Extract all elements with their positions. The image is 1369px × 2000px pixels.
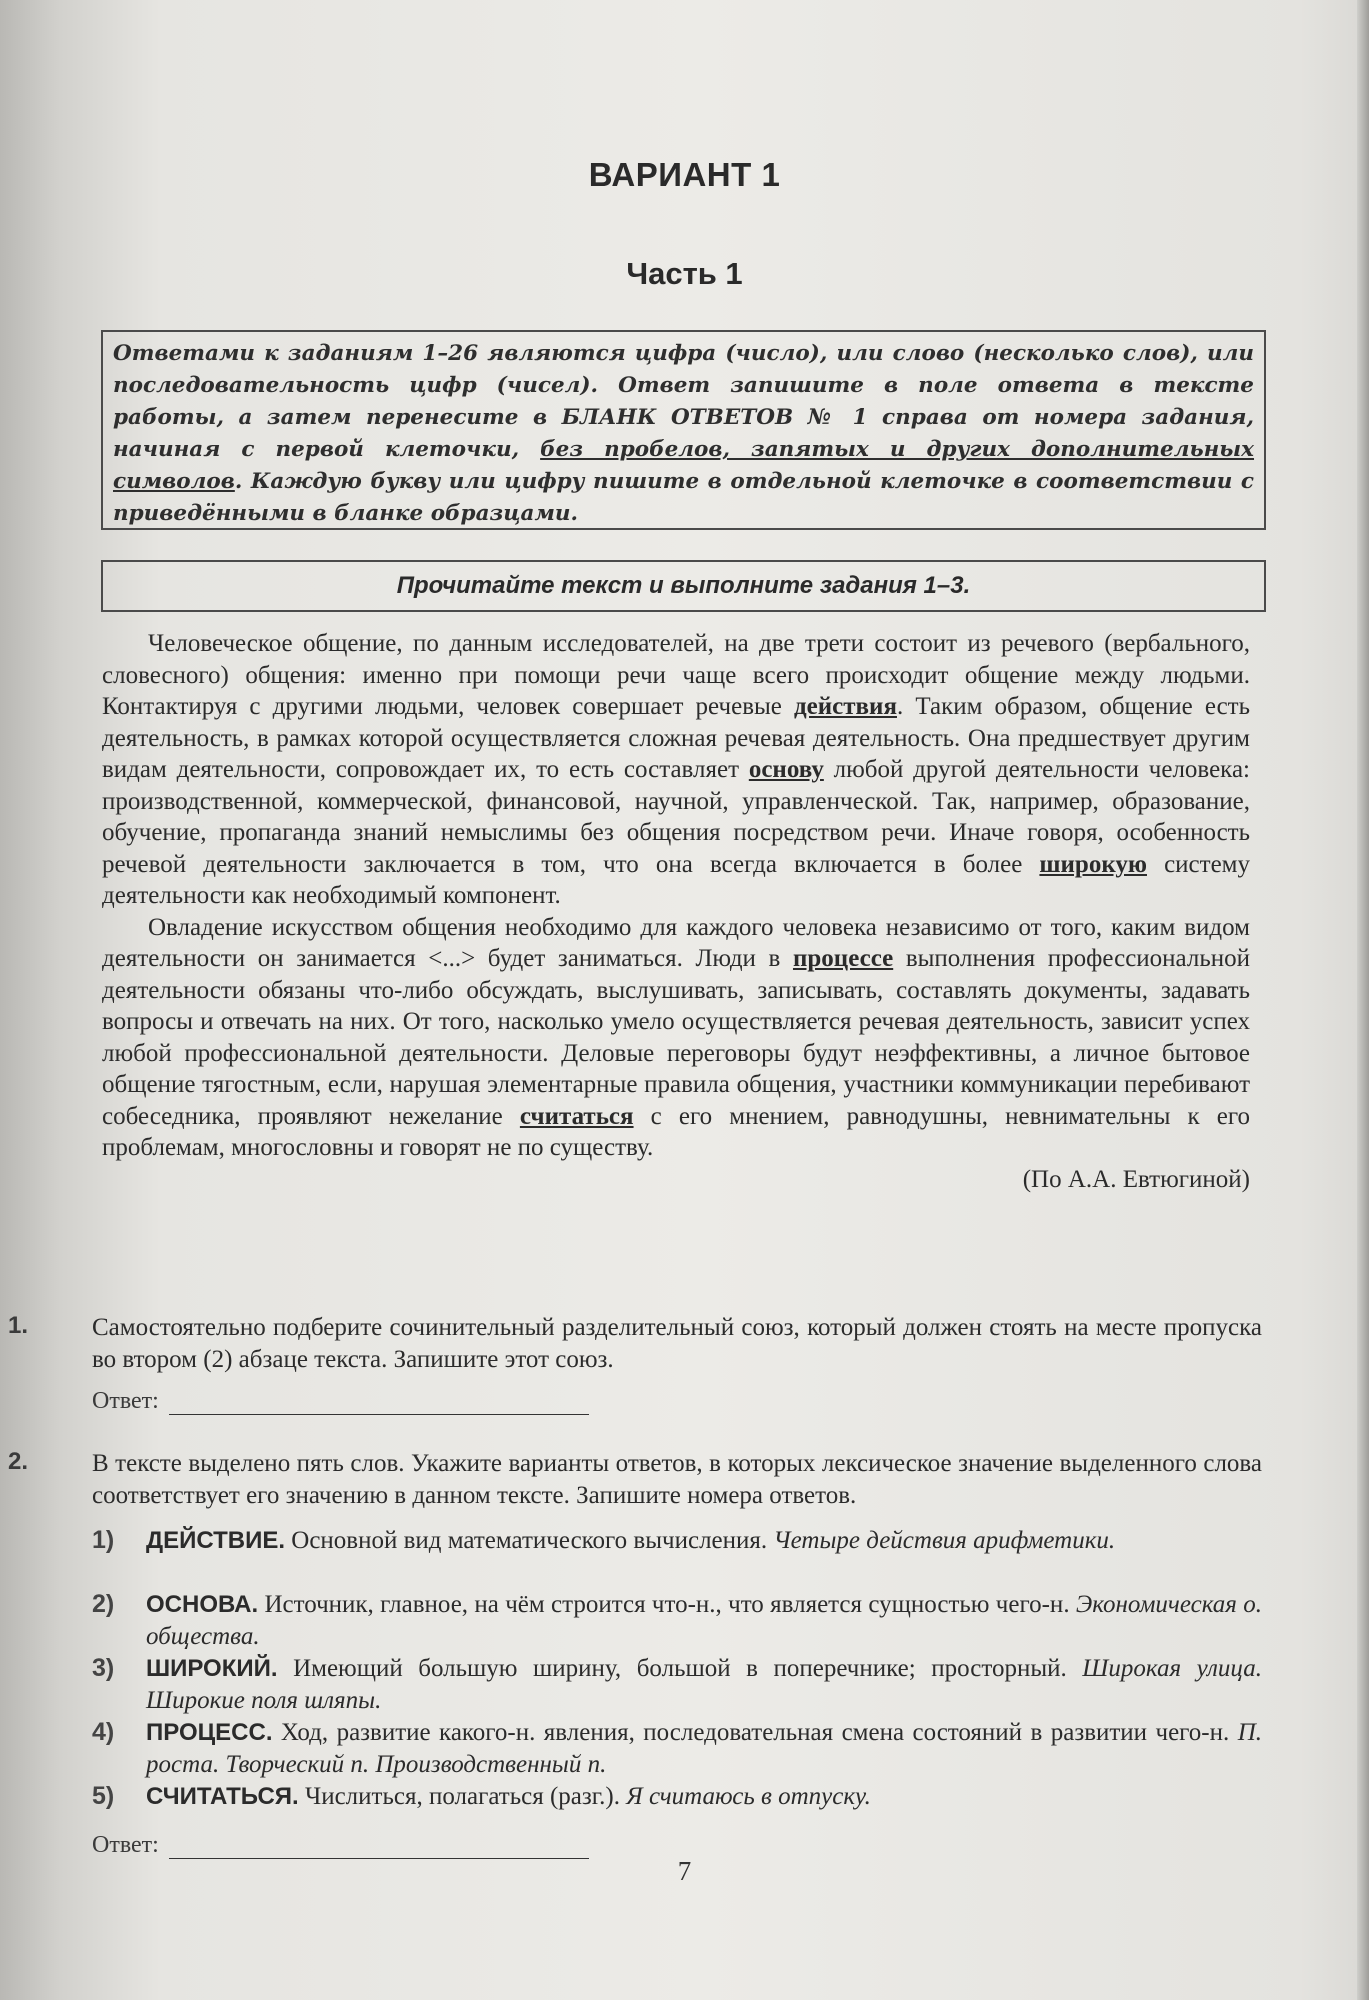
option-definition: Имеющий большую ширину, большой в поперечнике; просторный. [277,1655,1083,1682]
option-3 [92,1653,1262,1716]
instruction-text-2: . Каждую букву или цифру пишите в отдельной клеточке в соответствии с приведёнными в бланке образцами. [113,469,1254,526]
option-number: 4) [92,1718,115,1746]
passage-text: систему деятельности как необходимый компонент. [102,850,1250,909]
passage-text: любой другой деятельности человека: производственной, коммерческой, финансовой, научной, управленческой. Так, например, образование, обучение, пропаганда знаний немыслимы без общения посредством речи. Иначе говоря, особенность речевой деятельности заключается в том, что она всегда включается в более [102,756,1250,878]
option-definition: Ход, развитие какого-н. явления, последовательная смена состояний в развитии чего-н. [272,1719,1238,1746]
passage-text: с его мнением, равнодушны, невнимательны к его проблемам, многословны и говорят не по существу. [102,1102,1250,1161]
passage-text: Человеческое общение, по данным исследователей, на две трети состоит из речевого (вербального, словесного) общения: именно при помощи речи чаще всего происходит общение между людьми. Контактируя с другими людьми, человек совершает речевые [102,630,1250,720]
passage-paragraph-1 [102,628,1250,912]
option-word: ОСНОВА. [146,1591,259,1618]
option-word: ПРОЦЕСС. [146,1719,273,1746]
task-2-answer [92,1832,589,1859]
task-1-text: Самостоятельно подберите сочинительный разделительный союз, который должен стоять на месте пропуска во втором (2) абзаце текста. Запишите этот союз. [92,1314,1262,1373]
option-definition: Источник, главное, на чём строится что-н., что является сущностью чего-н. [258,1591,1076,1618]
highlighted-word: действия [794,693,897,720]
option-example: П. роста. Творческий п. Производственный п. [146,1719,1262,1778]
option-example: Широкая улица. Широкие поля шляпы. [146,1655,1262,1714]
option-example: Четыре действия арифметики. [773,1527,1116,1554]
option-number: 3) [92,1654,115,1682]
highlighted-word: считаться [519,1102,634,1130]
task-2-number: 2. [8,1448,29,1475]
page-edge [1357,0,1369,2000]
part-heading: Часть 1 [626,256,743,291]
option-number: 1) [92,1526,115,1554]
option-word: ШИРОКИЙ. [146,1655,278,1682]
highlighted-word: процессе [792,945,894,972]
instruction-text-1: Ответами к заданиям 1–26 являются цифра (число), или слово (несколько слов), или последовательность цифр (чисел). Ответ запишите в поле ответа в тексте работы, а затем перенесите в БЛАНК ОТВЕТОВ № 1 справа от номера задания, начиная с первой клеточки, [113,341,1254,462]
passage [102,628,1250,1195]
option-example: Я считаюсь в отпуску. [626,1783,871,1810]
answer-field[interactable] [169,1392,589,1415]
passage-text: выполнения профессиональной деятельности обязаны что-либо обсуждать, выслушивать, записывать, составлять документы, задавать вопросы и отвечать на них. От того, насколько умело осуществляется речевая деятельность, зависит успех любой профессиональной деятельности. Деловые переговоры будут неэффективны, а личное бытовое общение тягостным, если, нарушая элементарные правила общения, участники коммуникации перебивают собеседника, проявляют нежелание [102,945,1250,1130]
option-word: СЧИТАТЬСЯ. [146,1783,299,1810]
answer-label: Ответ: [92,1388,159,1414]
highlighted-word: основу [748,756,824,783]
highlighted-word: широкую [1039,850,1147,878]
passage-text: . Таким образом, общение есть деятельность, в рамках которой осуществляется сложная речевая деятельность. Она предшествует другим видам деятельности, сопровождает их, то есть составляет [102,693,1250,783]
variant-heading: ВАРИАНТ 1 [588,156,781,193]
instruction-box [101,330,1266,530]
option-definition: Числиться, полагаться (разг.). [298,1783,627,1810]
option-2 [92,1589,1262,1652]
option-4 [92,1717,1262,1780]
task-1-number: 1. [8,1312,29,1339]
option-number: 2) [92,1590,115,1618]
passage-paragraph-2 [102,912,1250,1164]
option-number: 5) [92,1782,115,1810]
option-definition: Основной вид математического вычисления. [285,1527,774,1554]
task-2-text: В тексте выделено пять слов. Укажите варианты ответов, в которых лексическое значение выделенного слова соответствует его значению в данном тексте. Запишите номера ответов. [92,1450,1262,1509]
option-1 [92,1525,1262,1557]
option-example: Экономическая о. общества. [146,1591,1262,1650]
instruction-underlined: без пробелов, запятых и других дополнительных символов [113,437,1255,494]
passage-text: Овладение искусством общения необходимо для каждого человека независимо от того, каким видом деятельности он занимается <...> будет заниматься. Люди в [102,913,1250,972]
option-5 [92,1781,1262,1813]
page-number: 7 [677,1856,692,1886]
passage-source: (По А.А. Евтюгиной) [1022,1165,1250,1193]
task-1-answer [92,1388,589,1415]
option-word: ДЕЙСТВИЕ. [146,1527,286,1554]
read-task-box: Прочитайте текст и выполните задания 1–3. [101,560,1266,612]
answer-label: Ответ: [92,1832,159,1858]
